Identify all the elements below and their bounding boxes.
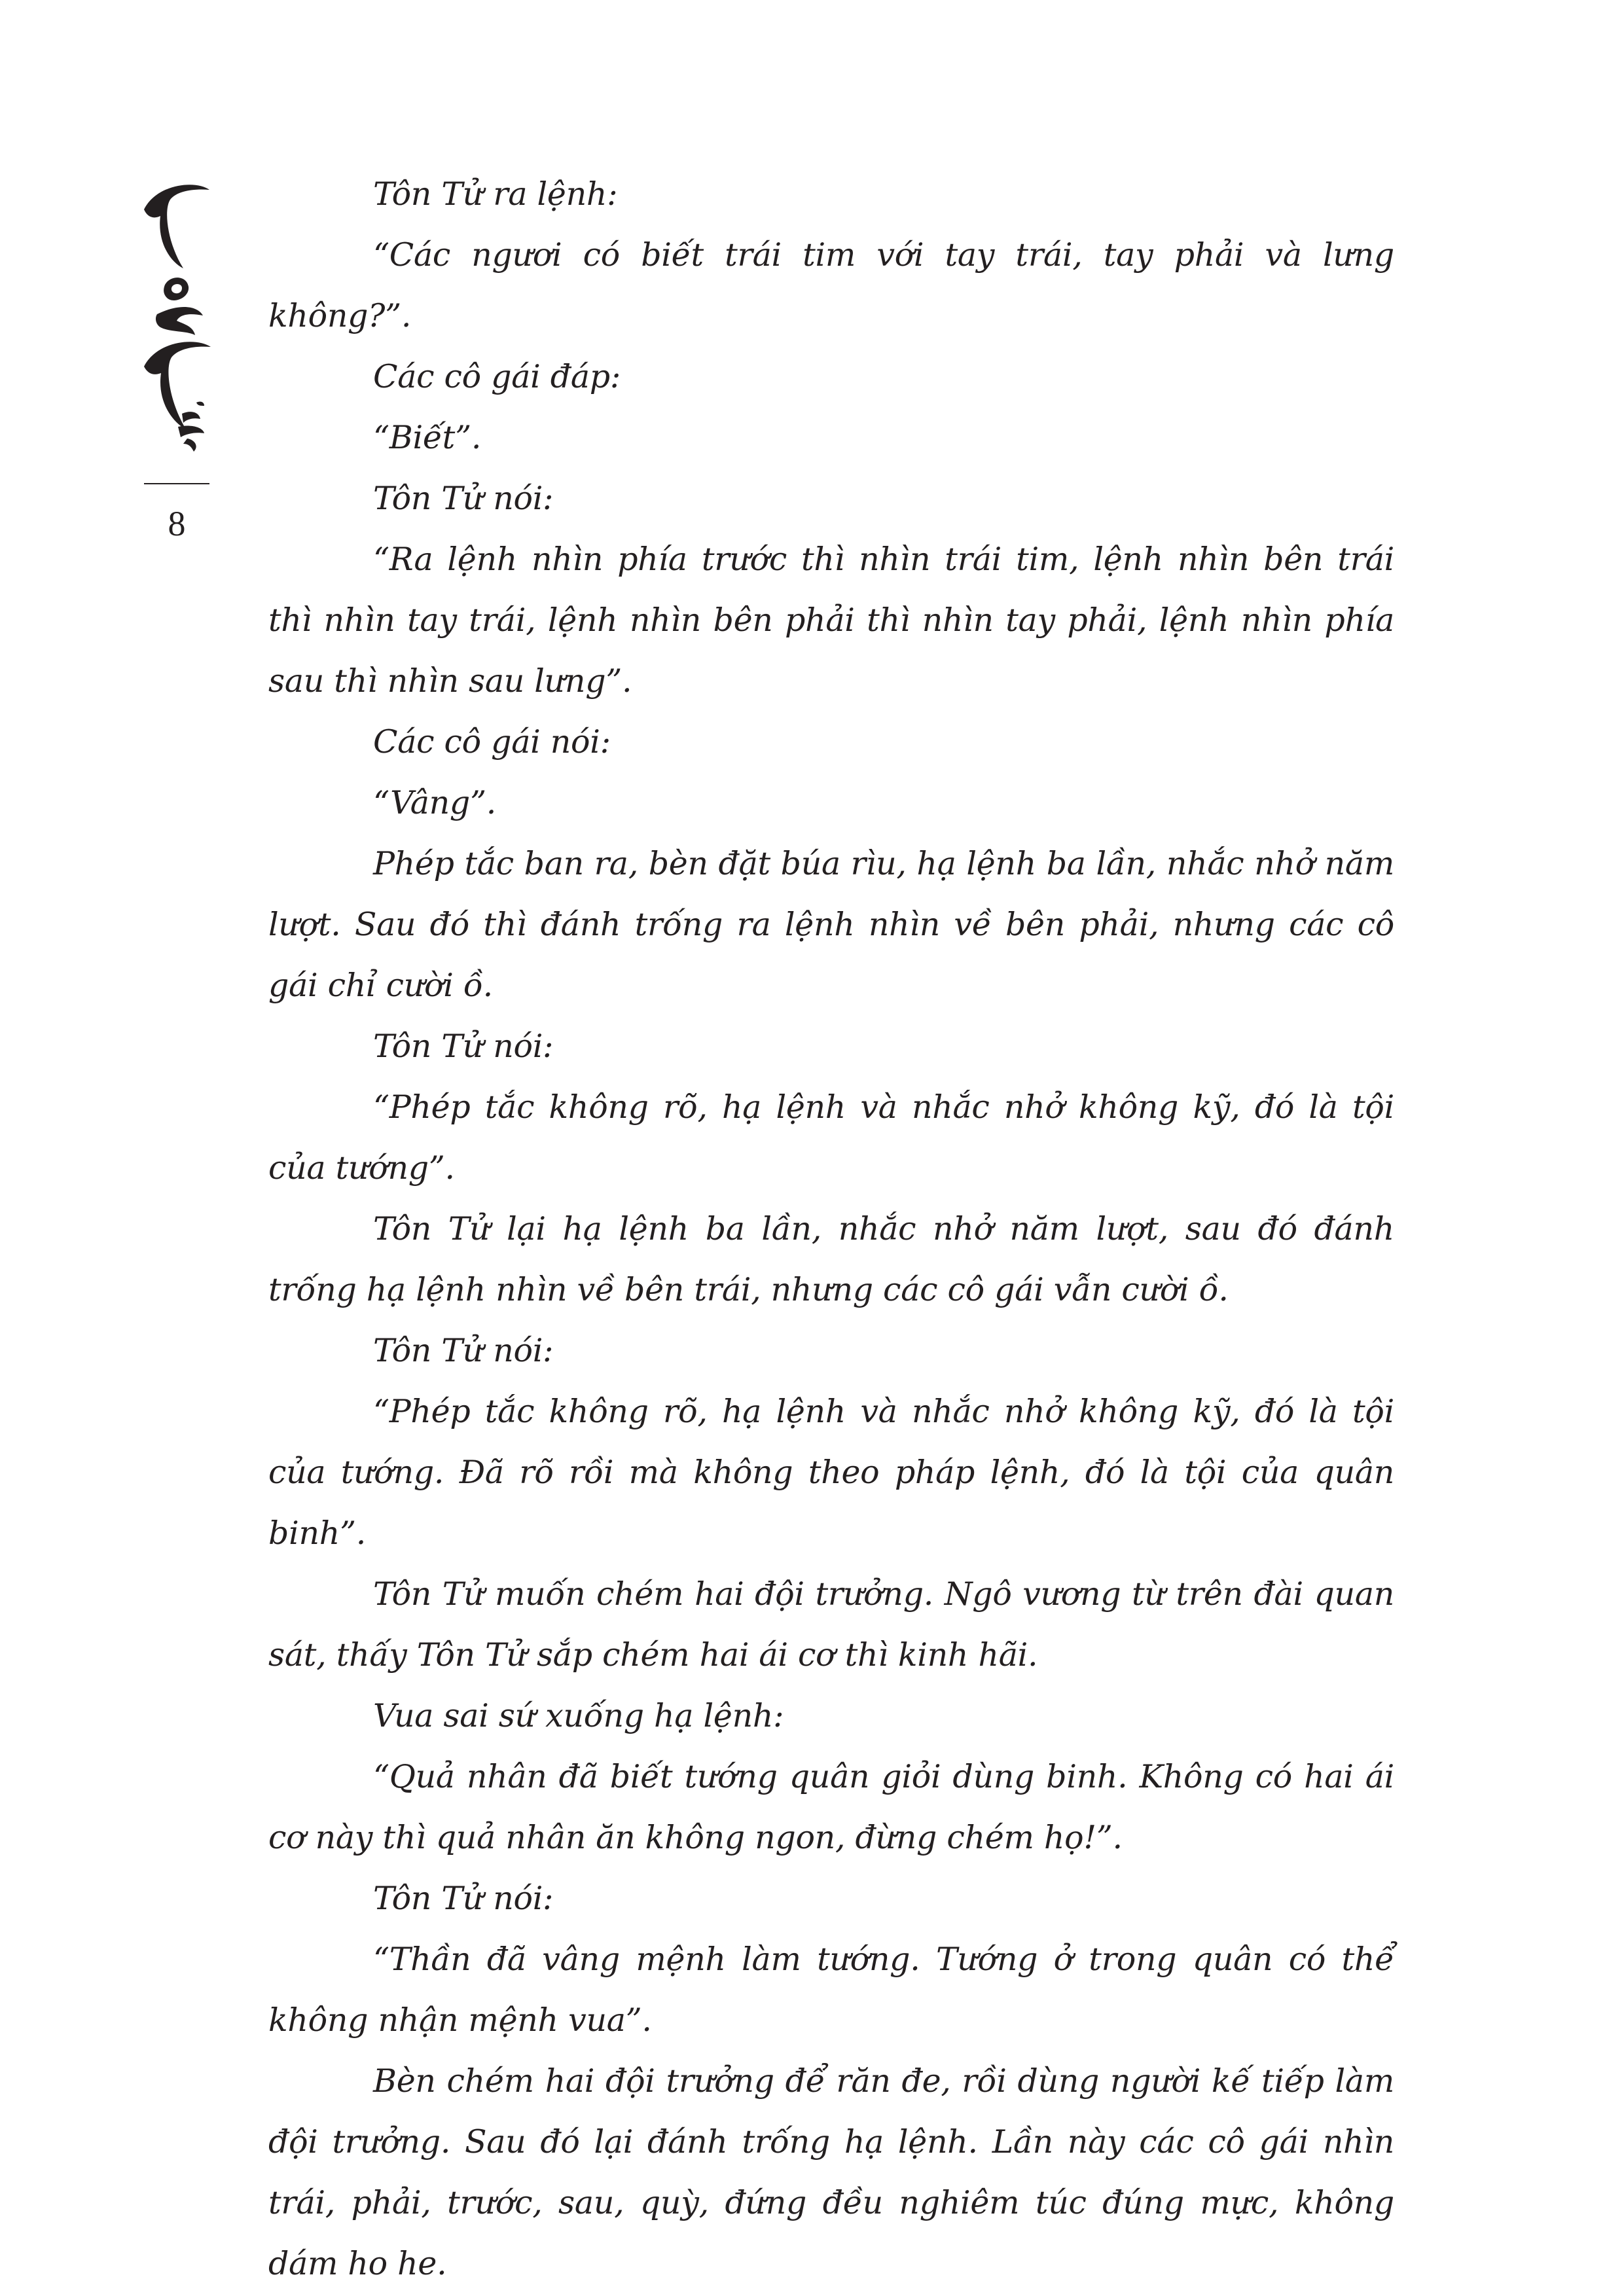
page-number: 8 bbox=[168, 504, 186, 543]
body-text bbox=[268, 164, 1394, 2294]
paragraph: Vua sai sứ xuống hạ lệnh: bbox=[373, 1697, 784, 1734]
paragraph: “Phép tắc không rõ, hạ lệnh và nhắc nhở không kỹ, đó là tội của tướng”. bbox=[268, 1088, 1394, 1187]
calligraphy-title-logo bbox=[131, 170, 216, 471]
paragraph: Bèn chém hai đội trưởng để răn đe, rồi dùng người kế tiếp làm đội trưởng. Sau đó lại đánh trống hạ lệnh. Lần này các cô gái nhìn trái, phải, trước, sau, quỳ, đứng đều nghiêm túc đúng mực, không dám ho he. bbox=[268, 2062, 1394, 2282]
paragraph: Các cô gái nói: bbox=[373, 723, 611, 761]
paragraph: “Các ngươi có biết trái tim với tay trái, tay phải và lưng không?”. bbox=[268, 236, 1394, 334]
paragraph: Tôn Tử lại hạ lệnh ba lần, nhắc nhở năm lượt, sau đó đánh trống hạ lệnh nhìn về bên trái, nhưng các cô gái vẫn cười ồ. bbox=[268, 1210, 1394, 1308]
paragraph: “Biết”. bbox=[373, 419, 482, 456]
running-head-rule bbox=[144, 483, 209, 484]
paragraph: Tôn Tử nói: bbox=[373, 1028, 554, 1065]
paragraph: Các cô gái đáp: bbox=[373, 358, 621, 395]
paragraph: “Thần đã vâng mệnh làm tướng. Tướng ở trong quân có thể không nhận mệnh vua”. bbox=[268, 1941, 1394, 2039]
paragraph: “Phép tắc không rõ, hạ lệnh và nhắc nhở không kỹ, đó là tội của tướng. Đã rõ rồi mà không theo pháp lệnh, đó là tội của quân binh”. bbox=[268, 1393, 1394, 1552]
paragraph: Tôn Tử nói: bbox=[373, 480, 554, 517]
paragraph: “Vâng”. bbox=[373, 784, 496, 821]
paragraph: “Ra lệnh nhìn phía trước thì nhìn trái tim, lệnh nhìn bên trái thì nhìn tay trái, lệnh nhìn bên phải thì nhìn tay phải, lệnh nhìn phía sau thì nhìn sau lưng”. bbox=[268, 541, 1394, 700]
paragraph: Phép tắc ban ra, bèn đặt búa rìu, hạ lệnh ba lần, nhắc nhở năm lượt. Sau đó thì đánh trống ra lệnh nhìn về bên phải, nhưng các cô gái chỉ cười ồ. bbox=[268, 845, 1394, 1004]
paragraph: Tôn Tử nói: bbox=[373, 1880, 554, 1917]
paragraph: “Quả nhân đã biết tướng quân giỏi dùng binh. Không có hai ái cơ này thì quả nhân ăn không ngon, đừng chém họ!”. bbox=[268, 1758, 1394, 1856]
running-head bbox=[131, 170, 216, 471]
paragraph: Tôn Tử muốn chém hai đội trưởng. Ngô vương từ trên đài quan sát, thấy Tôn Tử sắp chém hai ái cơ thì kinh hãi. bbox=[268, 1575, 1394, 1674]
paragraph: Tôn Tử nói: bbox=[373, 1332, 554, 1369]
paragraph: Tôn Tử ra lệnh: bbox=[373, 175, 618, 213]
